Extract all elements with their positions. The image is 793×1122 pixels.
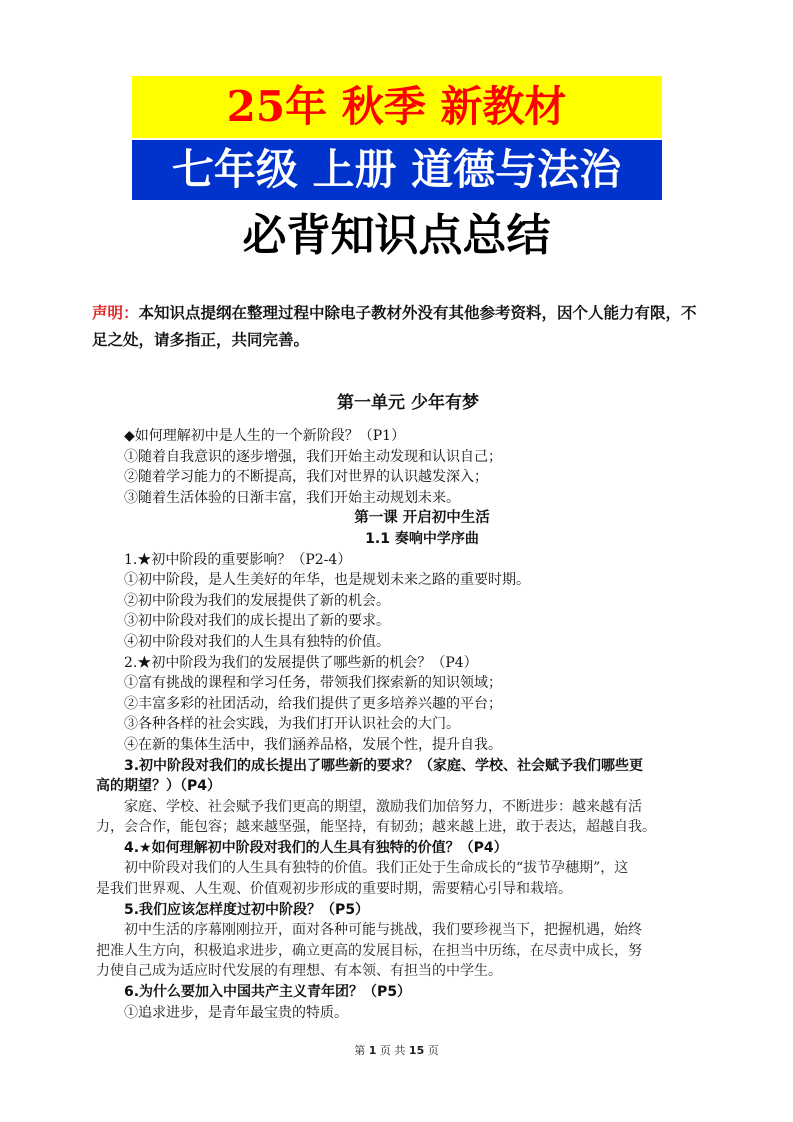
- question-5-title: 5.我们应该怎样度过初中阶段？（P5）: [124, 901, 370, 918]
- lesson-title: 第一课 开启初中生活: [354, 510, 490, 527]
- intro-point: ②随着学习能力的不断提高，我们对世界的认识越发深入；: [124, 469, 488, 486]
- question-6-title: 6.为什么要加入中国共产主义青年团？（P5）: [124, 984, 412, 1001]
- title-banner-grade-subject: 七年级 上册 道德与法治: [132, 140, 662, 200]
- question-2-point: ④在新的集体生活中，我们涵养品格，发展个性，提升自我。: [124, 736, 502, 753]
- footer-prefix: 第: [354, 1044, 366, 1057]
- footer-total-pages: 15: [408, 1044, 425, 1057]
- question-2-point: ①富有挑战的课程和学习任务，带领我们探索新的知识领域；: [124, 675, 502, 692]
- question-3-title: 3.初中阶段对我们的成长提出了哪些新的要求？（家庭、学校、社会赋予我们哪些更: [124, 757, 644, 774]
- page-footer: [0, 1042, 793, 1058]
- question-3-answer-cont: 力，会合作，能包容；越来越坚强，能坚持，有韧劲；越来越上进，敢于表达，超越自我。: [96, 819, 656, 836]
- footer-page-number: 1: [368, 1044, 377, 1057]
- question-2-title: 2.★初中阶段为我们的发展提供了哪些新的机会？（P4）: [124, 654, 478, 671]
- intro-point: ③随着生活体验的日渐丰富，我们开始主动规划未来。: [124, 489, 460, 506]
- question-1-point: ④初中阶段对我们的人生具有独特的价值。: [124, 633, 390, 650]
- question-2-point: ③各种各样的社会实践，为我们打开认识社会的大门。: [124, 716, 460, 733]
- disclaimer-text-2: 足之处，请多指正，共同完善。: [92, 331, 310, 349]
- title-banner-summary: 必背知识点总结: [242, 210, 551, 261]
- question-2-point: ②丰富多彩的社团活动，给我们提供了更多培养兴趣的平台；: [124, 695, 502, 712]
- title-banner-term: 25年 秋季 新教材: [132, 76, 662, 138]
- question-1-point: ①初中阶段，是人生美好的年华，也是规划未来之路的重要时期。: [124, 572, 530, 589]
- question-5-answer: 初中生活的序幕刚刚拉开，面对各种可能与挑战，我们要珍视当下，把握机遇，始终: [124, 922, 642, 939]
- question-6-point: ①追求进步，是青年最宝贵的特质。: [124, 1004, 348, 1021]
- footer-middle: 页 共: [379, 1044, 406, 1057]
- question-1-point: ②初中阶段为我们的发展提供了新的机会。: [124, 592, 390, 609]
- question-4-answer: 初中阶段对我们的人生具有独特的价值。我们正处于生命成长的“拔节孕穗期”，这: [124, 860, 629, 877]
- question-5-answer-cont: 把准人生方向，积极追求进步，确立更高的发展目标，在担当中历练，在尽责中成长，努: [96, 942, 642, 959]
- question-1-title: 1.★初中阶段的重要影响？（P2-4）: [124, 551, 352, 568]
- question-4-title: 4.★如何理解初中阶段对我们的人生具有独特的价值？（P4）: [124, 839, 508, 856]
- disclaimer-text-1: 本知识点提纲在整理过程中除电子教材外没有其他参考资料，因个人能力有限，不: [138, 304, 697, 322]
- intro-point: ①随着自我意识的逐步增强，我们开始主动发现和认识自己；: [124, 448, 502, 465]
- question-4-answer-cont: 是我们世界观、人生观、价值观初步形成的重要时期，需要精心引导和栽培。: [96, 881, 572, 898]
- question-3-answer: 家庭、学校、社会赋予我们更高的期望，激励我们加倍努力，不断进步：越来越有活: [124, 798, 642, 815]
- document-body: [96, 390, 720, 1023]
- question-3-title-cont: 高的期望？）（P4）: [96, 778, 222, 795]
- disclaimer-label: 声明：: [92, 304, 139, 322]
- intro-question: ◆如何理解初中是人生的一个新阶段？（P1）: [124, 428, 406, 444]
- footer-suffix: 页: [427, 1044, 439, 1057]
- unit-title: 第一单元 少年有梦: [337, 393, 479, 413]
- question-1-point: ③初中阶段对我们的成长提出了新的要求。: [124, 613, 390, 630]
- disclaimer: [92, 300, 722, 354]
- section-title: 1.1 奏响中学序曲: [365, 530, 479, 547]
- question-5-answer-cont: 力使自己成为适应时代发展的有理想、有本领、有担当的中学生。: [96, 963, 502, 980]
